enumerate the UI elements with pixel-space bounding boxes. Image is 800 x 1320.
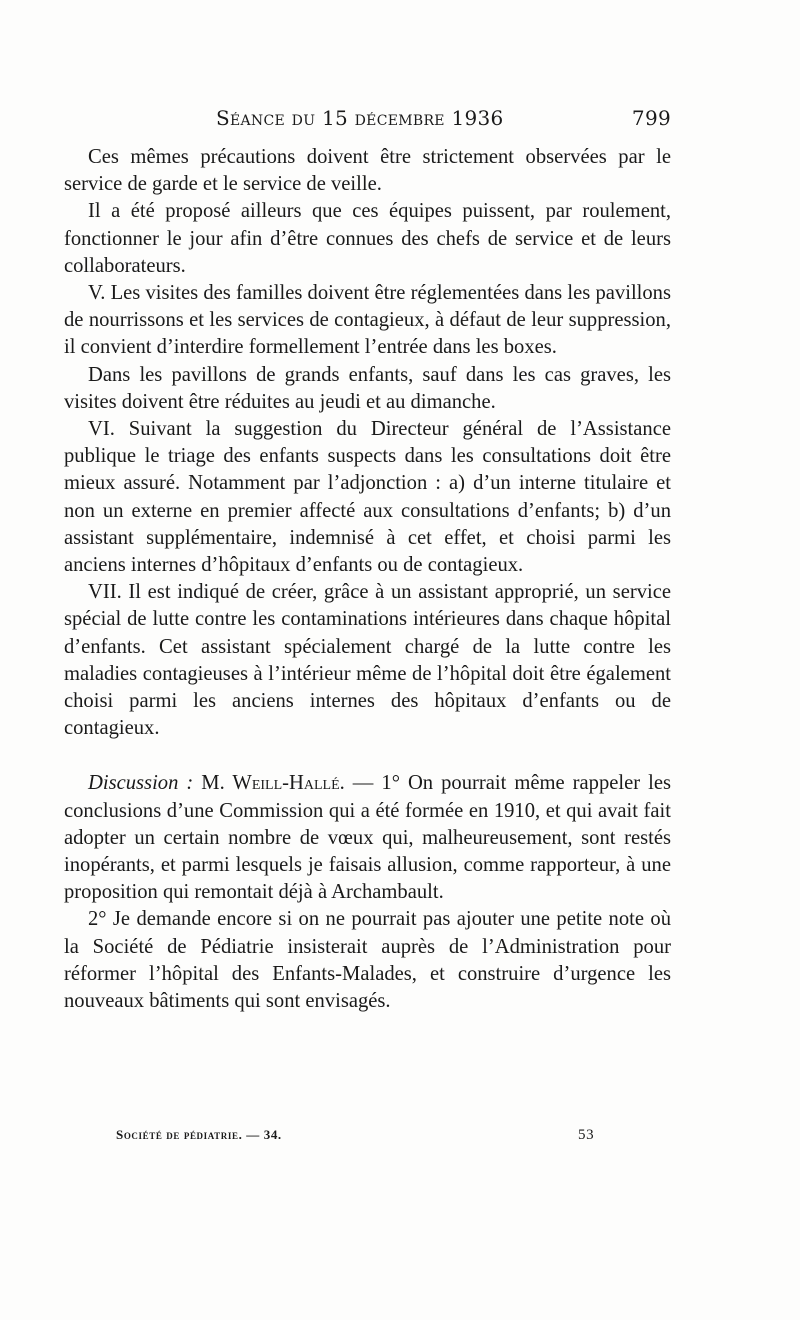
discussion-paragraph bbox=[64, 770, 671, 906]
page-number: 799 bbox=[631, 106, 671, 130]
section-gap bbox=[64, 742, 671, 770]
sheet-number: 53 bbox=[578, 1127, 595, 1143]
paragraph: V. Les visites des familles doivent être réglementées dans les pavillons de nourrissons et les services de contagieux, à défaut de leur suppression, il convient d’interdire formellement l’entrée dans les boxes. bbox=[64, 282, 671, 359]
discussion-label: Discussion : bbox=[88, 772, 194, 795]
paragraph: Il a été proposé ailleurs que ces équipes puissent, par roulement, fonctionner le jour afin d’être connues des chefs de service et de leurs collaborateurs. bbox=[64, 200, 671, 277]
discussion-text: — 1° On pourrait même rappeler les conclusions d’une Commission qui a été formée en 1910, et qui avait fait adopter un certain nombre de vœux qui, malheureusement, sont restés inopérants, et parmi lesquels je faisais allusion, comme rapporteur, à une proposition qui remontait déjà à Archambault. bbox=[64, 772, 671, 904]
discussion-speaker: M. Weill-Hallé. bbox=[201, 772, 345, 795]
discussion-paragraph-second: 2° Je demande encore si on ne pourrait pas ajouter une petite note où la Société de Pédiatrie insisterait auprès de l’Administration pour réformer l’hôpital des Enfants-Malades, et construire d’urgence les nouveaux bâtiments qui sont envisagés. bbox=[64, 908, 671, 1013]
paragraph: VI. Suivant la suggestion du Directeur général de l’Assistance publique le triage des enfants suspects dans les consultations doit être mieux assuré. Notamment par l’adjonction : a) d’un interne titulaire et non un externe en premier affecté aux consultations d’enfants; b) d’un assistant supplémentaire, indemnisé à cet effet, et choisi parmi les anciens internes d’hôpitaux d’enfants ou de contagieux. bbox=[64, 418, 671, 577]
body-text bbox=[64, 144, 671, 1015]
paragraph: Ces mêmes précautions doivent être strictement observées par le service de garde et le service de veille. bbox=[64, 146, 671, 196]
running-title: Séance du 15 décembre 1936 bbox=[216, 106, 504, 130]
paragraph: VII. Il est indiqué de créer, grâce à un assistant approprié, un service spécial de lutte contre les contaminations intérieures dans chaque hôpital d’enfants. Cet assistant spécialement chargé de la lutte contre les maladies contagieuses à l’intérieur même de l’hôpital doit être également choisi parmi les anciens internes des hôpitaux d’enfants ou de contagieux. bbox=[64, 581, 671, 740]
paragraph: Dans les pavillons de grands enfants, sauf dans les cas graves, les visites doivent être réduites au jeudi et au dimanche. bbox=[64, 363, 671, 413]
printer-signature: Société de pédiatrie. — 34. bbox=[116, 1127, 282, 1142]
